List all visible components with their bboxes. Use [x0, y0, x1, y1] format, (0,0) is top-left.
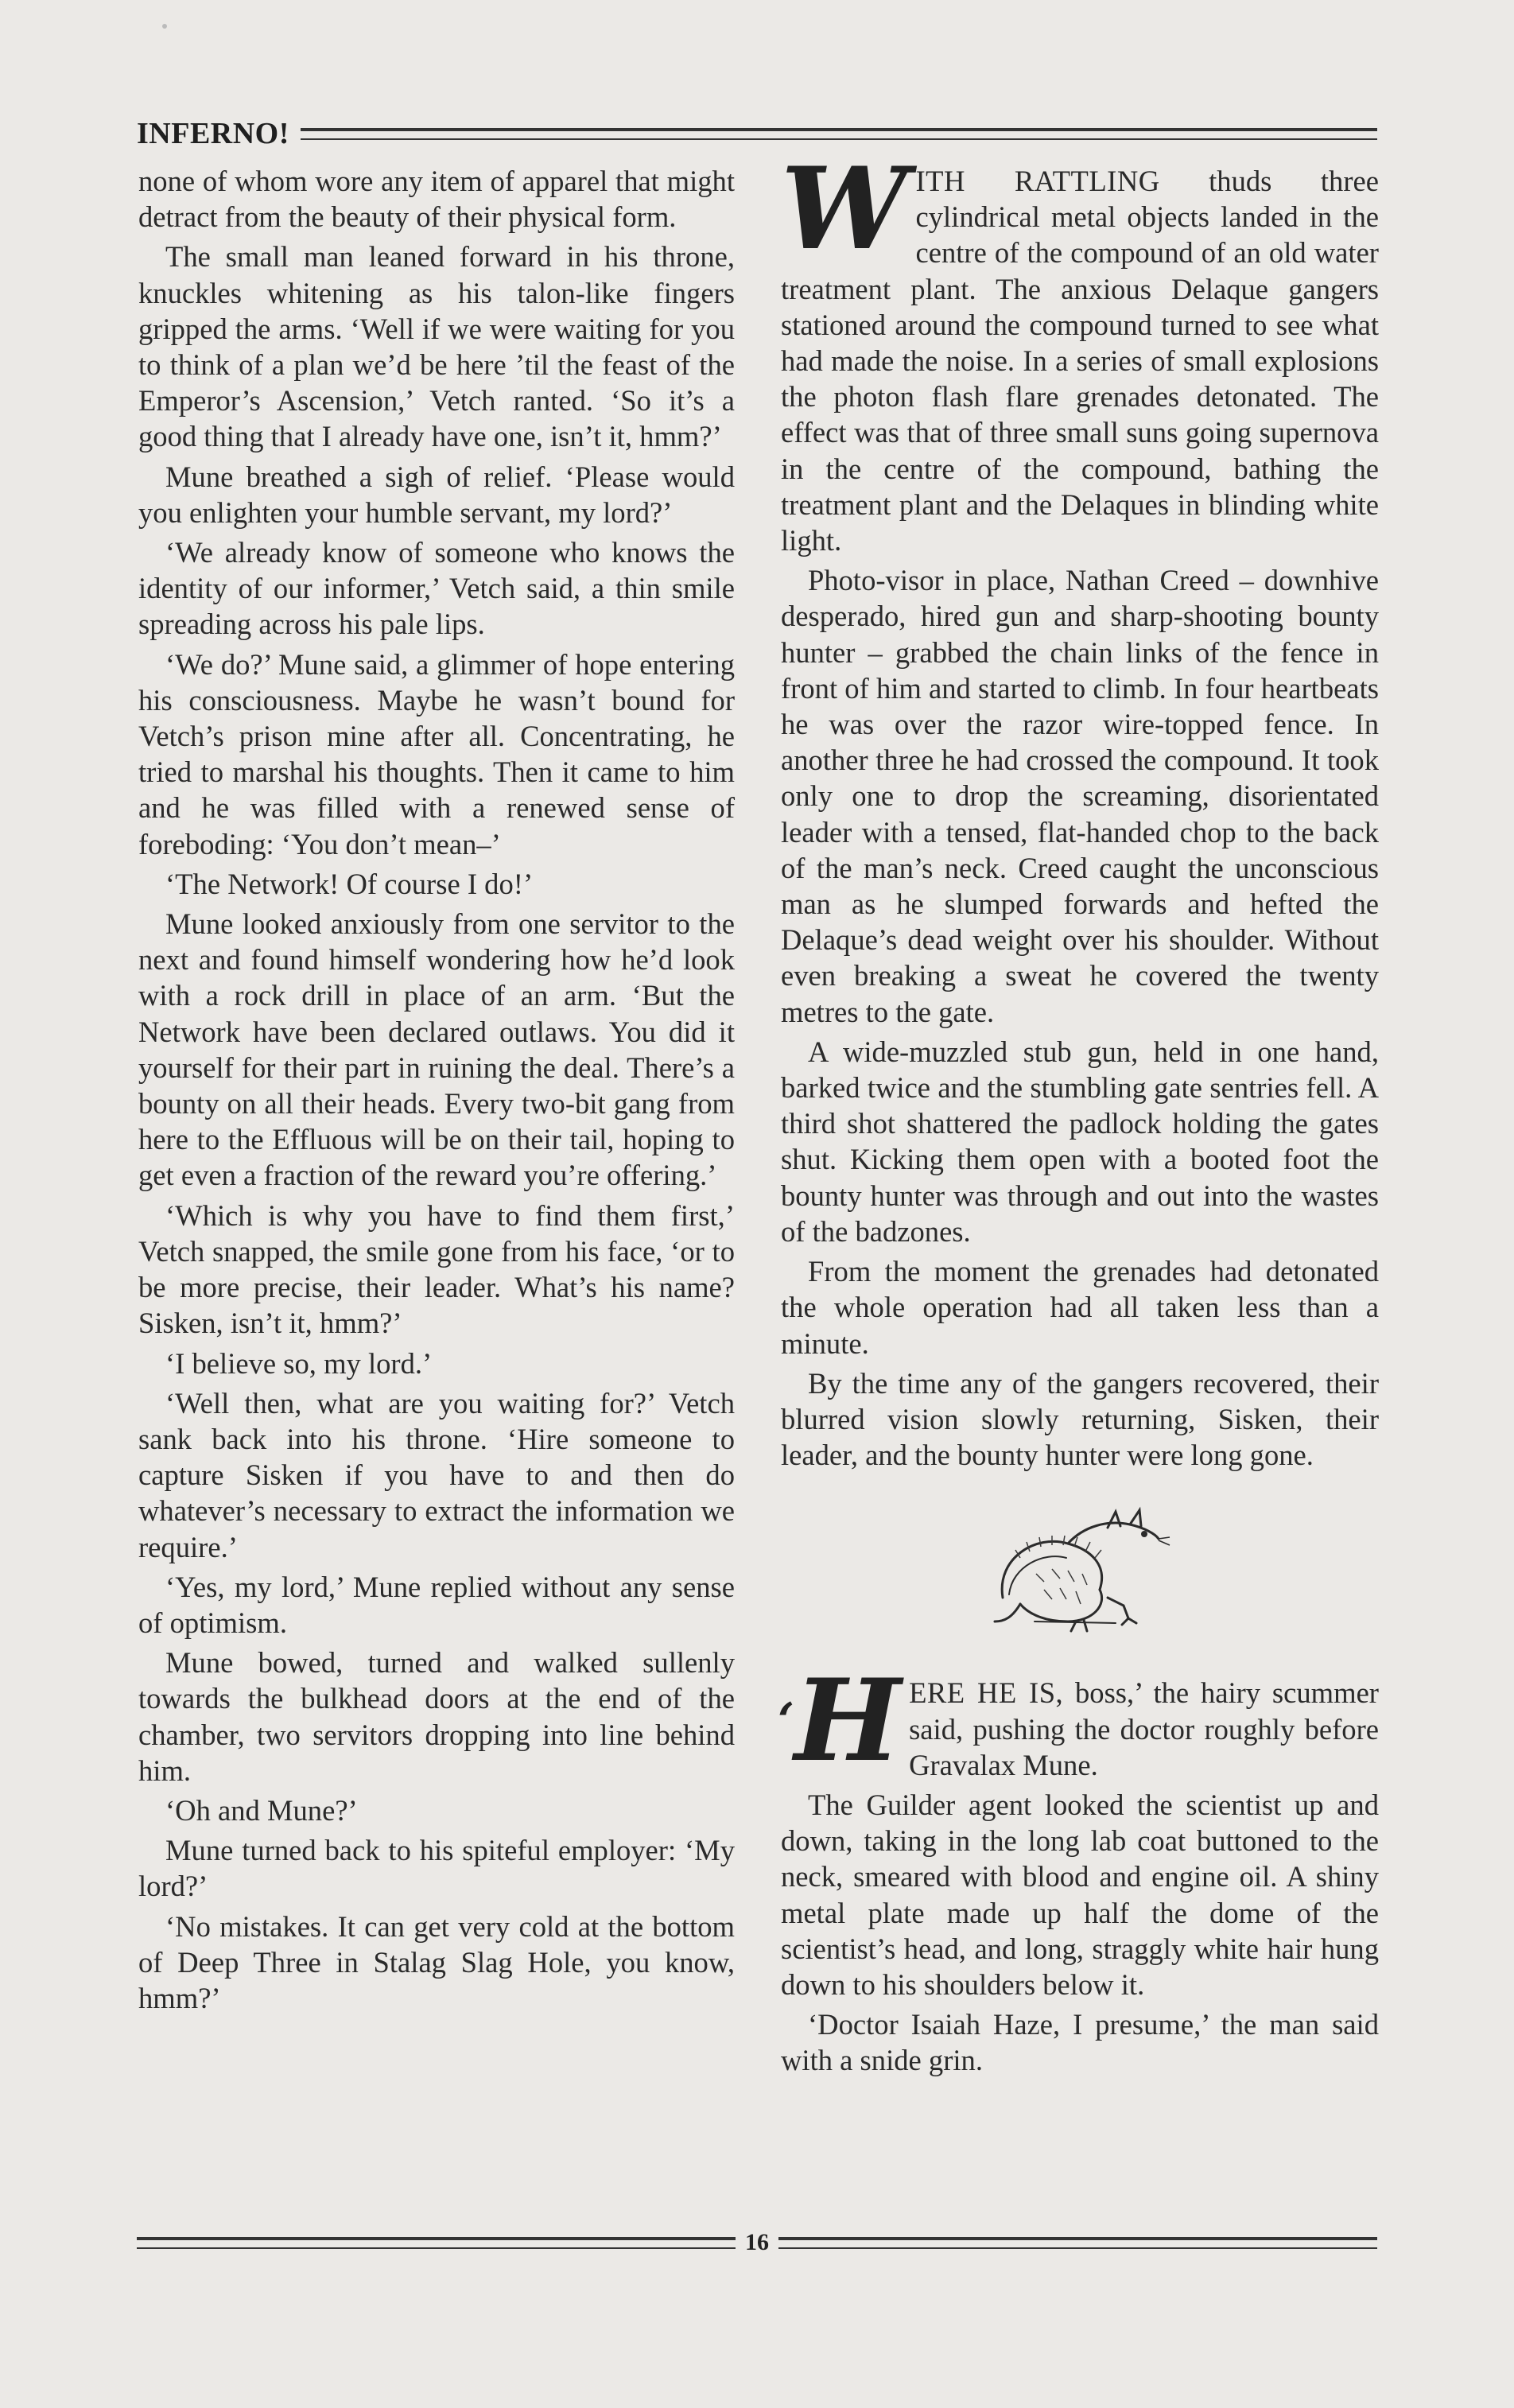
- paper-speck: [162, 24, 167, 29]
- section-opening-paragraph: [778, 1655, 1379, 1788]
- lead-in-caps: ITH RATTLING: [915, 165, 1160, 197]
- running-header: [137, 111, 1377, 156]
- page-number: 16: [745, 2229, 769, 2255]
- right-column: [778, 143, 1379, 2083]
- running-footer: [137, 2227, 1377, 2258]
- paragraph: Mune looked anxiously from one servitor to the next and found himself wondering how he’d look with a rock drill in place of an arm. ‘But the Network have been declared outlaws. You did it yourself for their part in ruining the deal. There’s a bounty on all their heads. Every two-bit gang from here to the Effluous will be on their tail, hoping to get even a fraction of the reward you’re offering.’: [138, 907, 735, 1192]
- paragraph: none of whom wore any item of apparel that might detract from the beauty of their physical form.: [138, 165, 735, 234]
- section-opening-paragraph: [781, 143, 1379, 558]
- opening-quote: ‘: [778, 1693, 794, 1750]
- paragraph: Photo-visor in place, Nathan Creed – downhive desperado, hired gun and sharp-shooting bounty hunter – grabbed the chain links of the fence in front of him and started to climb. In four heartbeats he was over the razor wire-topped fence. In another three he had crossed the compound. It took only one to drop the screaming, disorientated leader with a tensed, flat-handed chop to the back of the man’s neck. Creed caught the unconscious man as he slumped forwards and hefted the Delaque’s dead weight over his shoulder. Without even breaking a sweat he covered the twenty metres to the gate.: [781, 564, 1379, 1028]
- paragraph: ‘Well then, what are you waiting for?’ Vetch sank back into his throne. ‘Hire someone to capture Sisken if you have to and then do whatever’s necessary to extract the information we require.’: [138, 1386, 735, 1563]
- header-title: INFERNO!: [137, 117, 289, 150]
- drop-cap-letter: H: [794, 1655, 902, 1788]
- left-column: [138, 163, 735, 2020]
- drop-cap: W: [781, 143, 908, 275]
- paragraph: ‘We already know of someone who knows the identity of our informer,’ Vetch said, a thin smile spreading across his pale lips.: [138, 536, 735, 641]
- paragraph: Mune breathed a sigh of relief. ‘Please would you enlighten your humble servant, my lord?’: [138, 460, 735, 529]
- paragraph: ‘Yes, my lord,’ Mune replied without any sense of optimism.: [138, 1570, 735, 1639]
- paragraph: ‘Which is why you have to find them first,’ Vetch snapped, the smile gone from his face, ‘or to be more precise, their leader. What’s his name? Sisken, isn’t it, hmm?’: [138, 1198, 735, 1340]
- footer-rule-right: [778, 2237, 1377, 2249]
- paragraph: ‘Doctor Isaiah Haze, I presume,’ the man said with a snide grin.: [781, 2008, 1379, 2077]
- paragraph: ‘We do?’ Mune said, a glimmer of hope entering his consciousness. Maybe he wasn’t bound for Vetch’s prison mine after all. Concentrating, he tried to marshal his thoughts. Then it came to him and he was filled with a renewed sense of foreboding: ‘You don’t mean–’: [138, 647, 735, 860]
- paragraph: Mune turned back to his spiteful employer: ‘My lord?’: [138, 1834, 735, 1903]
- header-rule: [301, 128, 1377, 140]
- lead-in-caps: ERE HE IS,: [909, 1676, 1064, 1710]
- paragraph: From the moment the grenades had detonated the whole operation had all taken less than a minute.: [781, 1255, 1379, 1360]
- paragraph: ‘Oh and Mune?’: [165, 1793, 358, 1827]
- lead-in-text: thuds three cylindrical metal objects landed in the centre of the compound of an old water treatment plant. The anxious Delaque gangers stationed around the compound turned to see what had made the noise. In a series of small explosions the photon flash flare grenades detonated. The effect was that of three small suns going supernova in the centre of the compound, bathing the treatment plant and the Delaques in blinding white light.: [781, 165, 1379, 557]
- lead-in-text: boss,’ the hairy scummer said, pushing the doctor roughly before Gravalax Mune.: [909, 1676, 1379, 1781]
- paragraph: Mune bowed, turned and walked sullenly towards the bulkhead doors at the end of the chamber, two servitors dropping into line behind him.: [138, 1646, 735, 1787]
- rat-creature-illustration: [781, 1500, 1379, 1640]
- footer-rule-left: [137, 2237, 736, 2249]
- paragraph: The Guilder agent looked the scientist up and down, taking in the long lab coat buttoned to the neck, smeared with blood and engine oil. A shiny metal plate made up half the dome of the scientist’s head, and long, straggly white hair hung down to his shoulders below it.: [781, 1788, 1379, 2001]
- drop-cap: [778, 1655, 902, 1788]
- rat-creature-icon: [988, 1502, 1171, 1637]
- paragraph: The small man leaned forward in his throne, knuckles whitening as his talon-like fingers gripped the arms. ‘Well if we were waiting for you to think of a plan we’d be here ’til the feast of the Emperor’s Ascension,’ Vetch ranted. ‘So it’s a good thing that I already have one, isn’t it, hmm?’: [138, 240, 735, 453]
- paragraph: ‘I believe so, my lord.’: [165, 1346, 433, 1380]
- paragraph: ‘No mistakes. It can get very cold at the bottom of Deep Three in Stalag Slag Hole, you know, hmm?’: [138, 1909, 735, 2014]
- paragraph: By the time any of the gangers recovered, their blurred vision slowly returning, Sisken, their leader, and the bounty hunter were long gone.: [781, 1366, 1379, 1472]
- paragraph: ‘The Network! Of course I do!’: [165, 867, 534, 900]
- paragraph: A wide-muzzled stub gun, held in one hand, barked twice and the stumbling gate sentries fell. A third shot shattered the padlock holding the gates shut. Kicking them open with a booted foot the bounty hunter was through and out into the wastes of the badzones.: [781, 1035, 1379, 1248]
